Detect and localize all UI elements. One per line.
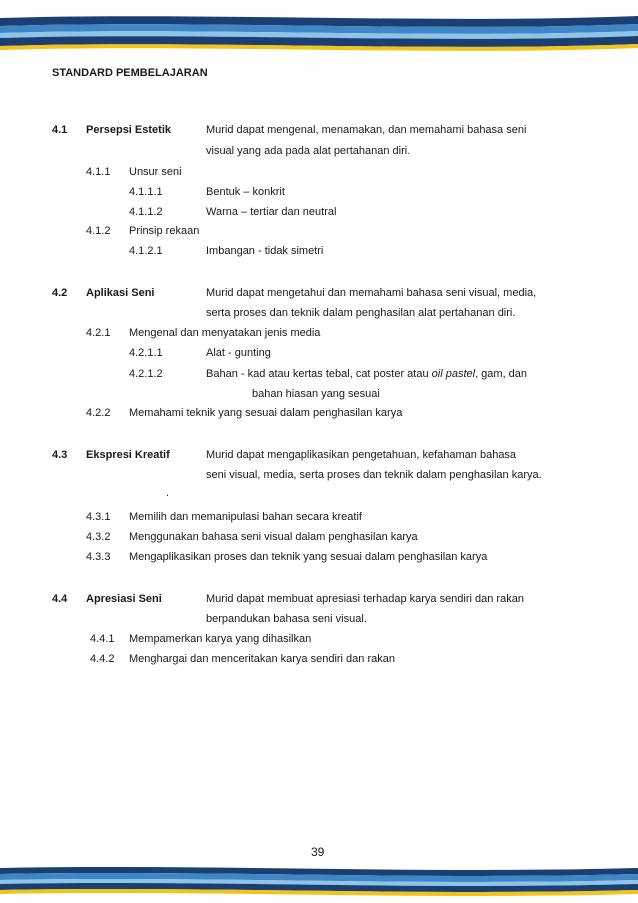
subitem-text: Alat - gunting [206,347,271,359]
page-heading: STANDARD PEMBELAJARAN [52,67,208,79]
section-description-line: berpandukan bahasa seni visual. [206,613,367,625]
item-number: 4.2.1 [86,327,111,339]
item-text: Unsur seni [129,166,182,178]
item-number: 4.1.2 [86,225,111,237]
subitem-number: 4.2.1.1 [129,347,163,359]
page-number: 39 [311,845,325,859]
section-description-line: Murid dapat membuat apresiasi terhadap karya sendiri dan rakan [206,593,524,605]
section-number: 4.1 [52,124,68,136]
subitem-text-continuation: bahan hiasan yang sesuai [252,388,380,400]
section-description-line: seni visual, media, serta proses dan teknik dalam penghasilan karya. [206,469,542,481]
subitem-number: 4.1.2.1 [129,245,163,257]
section-description-line: Murid dapat mengaplikasikan pengetahuan, kefahaman bahasa [206,449,517,461]
item-text: Mempamerkan karya yang dihasilkan [129,633,312,645]
subitem-text: Warna – tertiar dan neutral [206,206,337,218]
subitem-text: Bentuk – konkrit [206,186,285,198]
section-description-line: Murid dapat mengetahui dan memahami bahasa seni visual, media, [206,287,537,299]
subitem-text-part: Bahan - kad atau kertas tebal, cat poster atau [206,368,432,380]
section-title: Persepsi Estetik [86,124,171,136]
item-number: 4.3.2 [86,531,111,543]
header-decorative-band [0,14,638,56]
item-number: 4.1.1 [86,166,111,178]
item-text: Menghargai dan menceritakan karya sendiri dan rakan [129,653,395,665]
item-number: 4.2.2 [86,407,111,419]
item-text: Memahami teknik yang sesuai dalam penghasilan karya [129,407,403,419]
item-number: 4.4.2 [90,653,115,665]
subitem-text: Imbangan - tidak simetri [206,245,324,257]
item-text: Memilih dan memanipulasi bahan secara kreatif [129,511,362,523]
section-description-line: visual yang ada pada alat pertahanan diri. [206,145,411,157]
section-title: Apresiasi Seni [86,593,162,605]
subitem-number: 4.2.1.2 [129,368,163,380]
section-number: 4.4 [52,593,68,605]
item-text: Mengenal dan menyatakan jenis media [129,327,321,339]
subitem-number: 4.1.1.2 [129,206,163,218]
section-description-line: Murid dapat mengenal, menamakan, dan memahami bahasa seni [206,124,527,136]
section-title: Ekspresi Kreatif [86,449,170,461]
item-text: Menggunakan bahasa seni visual dalam penghasilan karya [129,531,418,543]
item-number: 4.3.3 [86,551,111,563]
footer-decorative-band [0,866,638,896]
item-text: Prinsip rekaan [129,225,200,237]
subitem-text [206,368,527,381]
stray-period: . [166,487,170,499]
item-number: 4.3.1 [86,511,111,523]
section-number: 4.3 [52,449,68,461]
item-number: 4.4.1 [90,633,115,645]
subitem-text-part: , gam, dan [475,368,528,380]
section-title: Aplikasi Seni [86,287,155,299]
section-description-line: serta proses dan teknik dalam penghasilan alat pertahanan diri. [206,307,516,319]
subitem-number: 4.1.1.1 [129,186,163,198]
subitem-text-italic: oil pastel [431,368,476,380]
item-text: Mengaplikasikan proses dan teknik yang sesuai dalam penghasilan karya [129,551,488,563]
section-number: 4.2 [52,287,68,299]
